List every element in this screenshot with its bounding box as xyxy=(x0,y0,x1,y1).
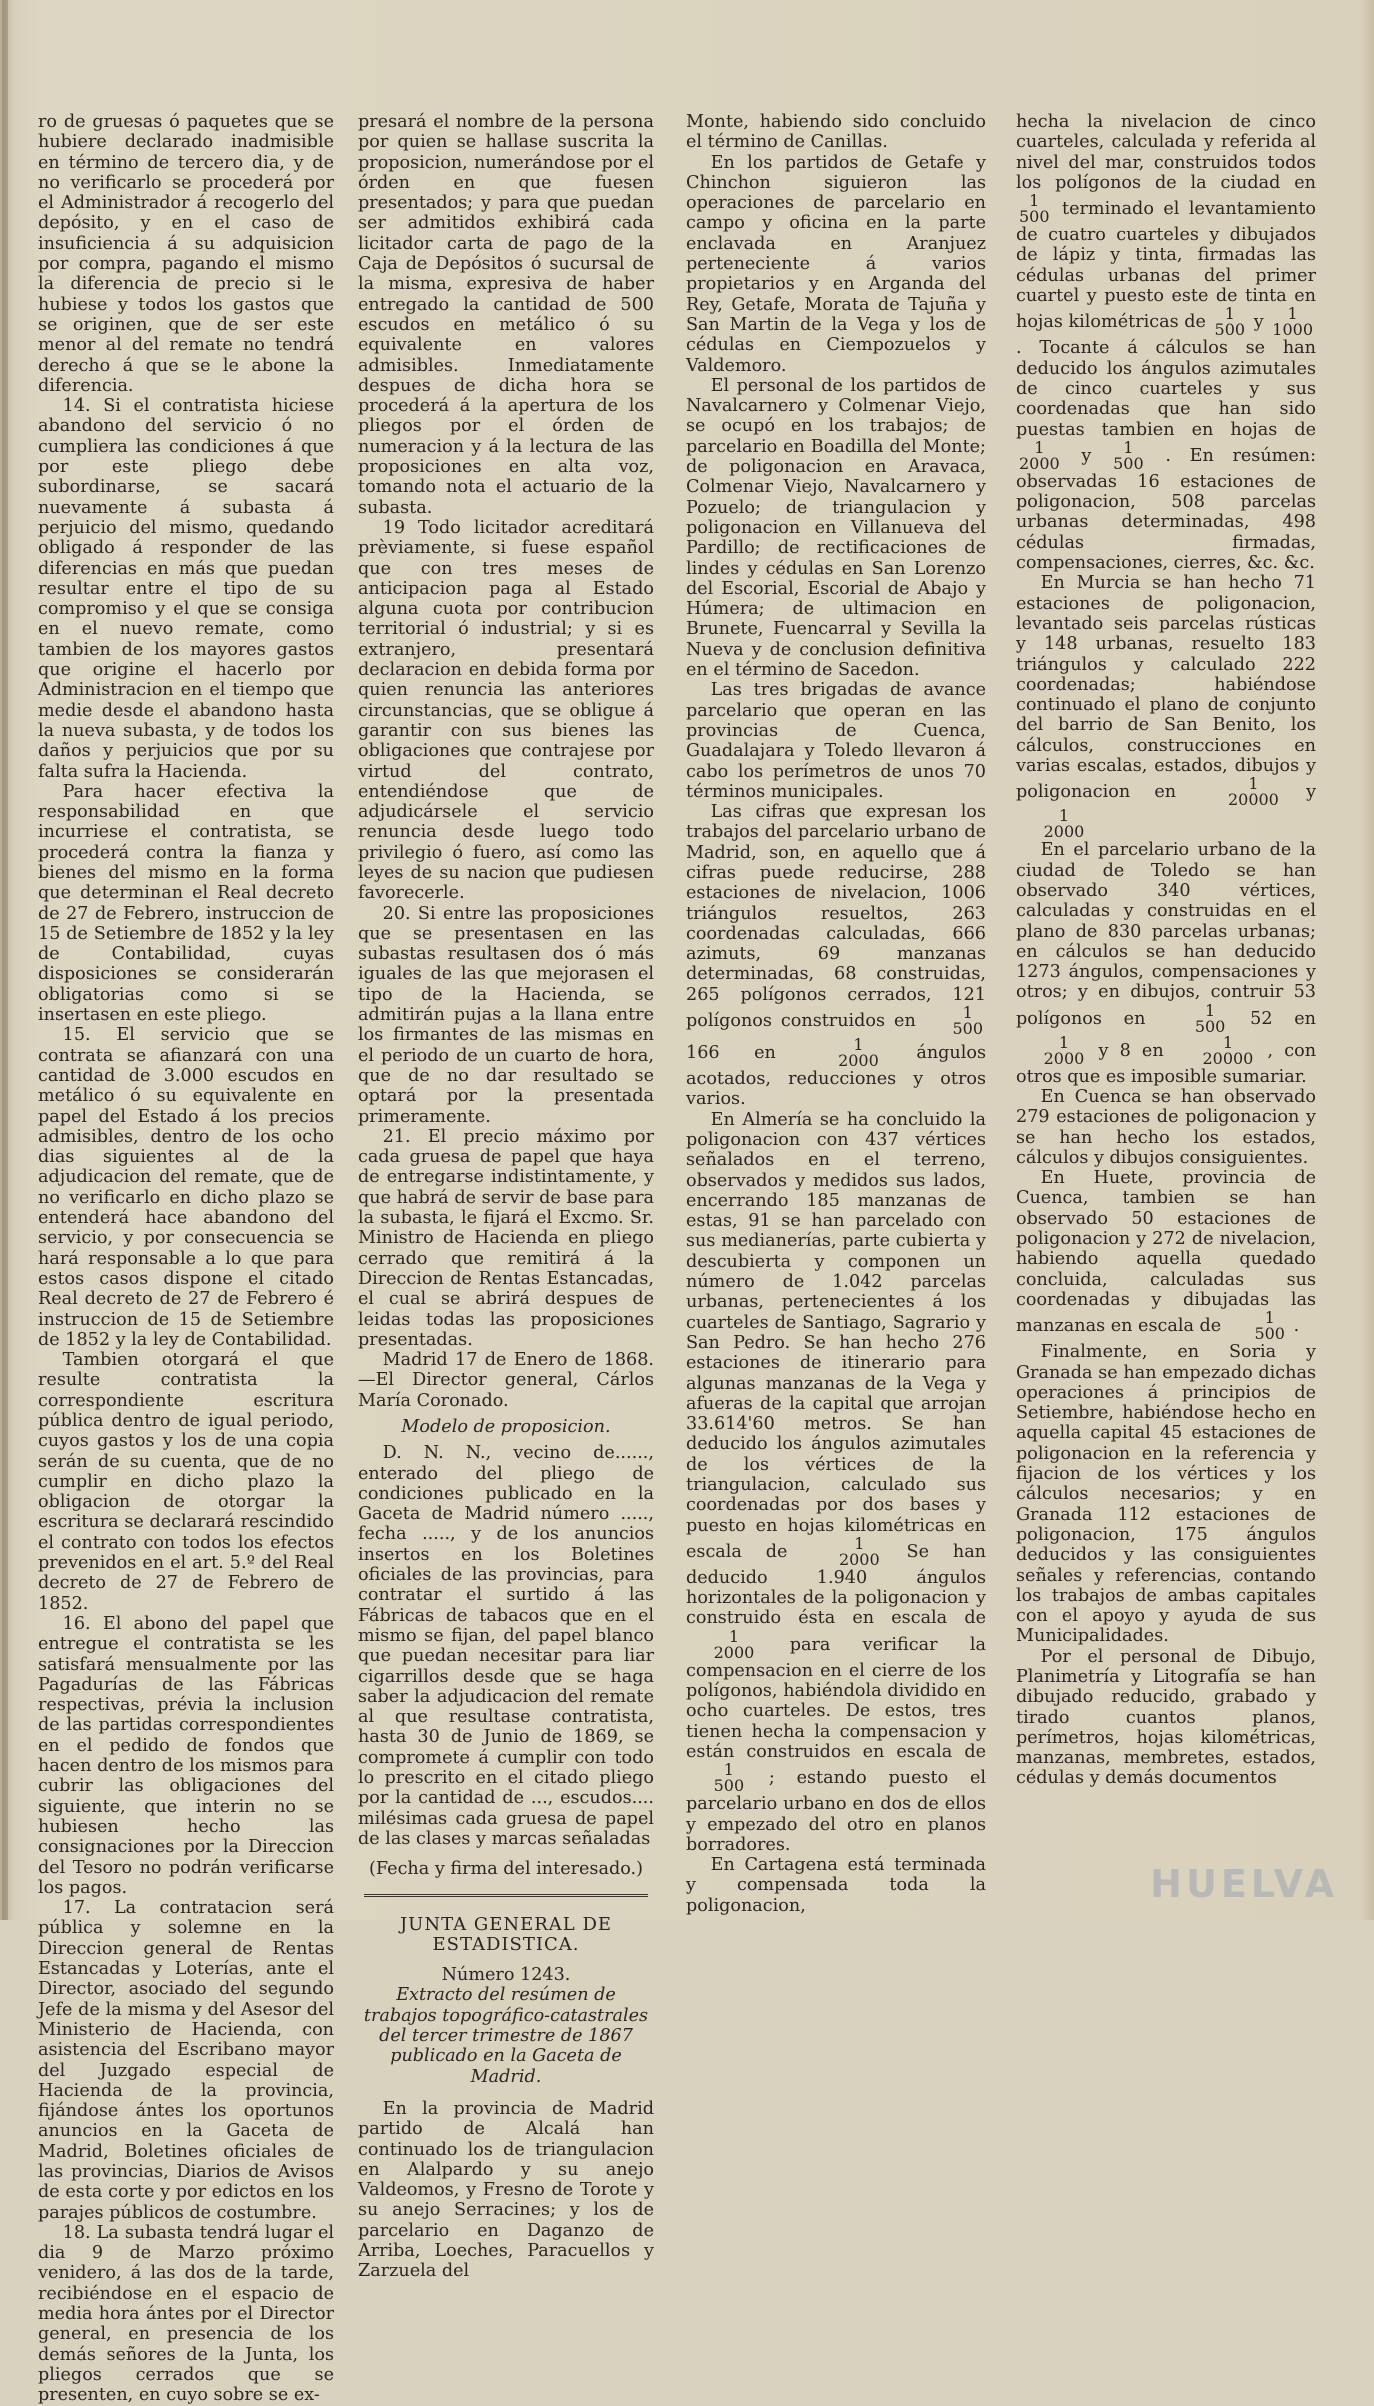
paragraph xyxy=(686,802,986,1110)
fraction: 1 500 xyxy=(1194,1000,1226,1036)
text-run: 166 en xyxy=(686,1043,776,1064)
signature-paragraph: Madrid 17 de Enero de 1868.—El Director general, Cárlos María Coronado. xyxy=(358,1350,654,1411)
text-run: , con otros que es imposible sumariar. xyxy=(1016,1040,1317,1087)
fraction: 1 500 xyxy=(1113,437,1144,473)
paragraph: Las tres brigadas de avance parcelario que operan en las provincias de Cuenca, Guadalajara y Toledo llevaron á cabo los perímetros de unos 70 términos municipales. xyxy=(686,680,986,802)
paragraph xyxy=(1016,112,1316,573)
paragraph: En Cuenca se han observado 279 estaciones de poligonacion y se han hecho los estados, cálculos y dibujos consiguientes. xyxy=(1016,1086,1316,1168)
paragraph: Finalmente, en Soria y Granada se han empezado dichas operaciones á principios de Setiembre, habiéndose hecho en aquella capital 45 estaciones de poligonacion en la referencia y fijacion de los vértices y los cálculos necesarios; y en Granada 112 estaciones de poligonacion, 175 ángulos deducidos y las consiguientes señales y referencias, contando los trabajos de ambas capitales con el apoyo y ayuda de sus Municipalidades. xyxy=(1016,1342,1316,1647)
paragraph: El personal de los partidos de Navalcarnero y Colmenar Viejo, se ocupó en los trabajos; de parcelario en Boadilla del Monte; de poligonacion en Aravaca, Colmenar Viejo, Navalcarnero y Pozuelo; de triangulacion y poligonacion en Villanueva del Pardillo; de rectificaciones de lindes y cédulas en San Lorenzo del Escorial, Escorial de Abajo y Húmera; de ultimacion en Brunete, Fuencarral y Sevilla la Nueva y de conclusion definitiva en el término de Sacedon. xyxy=(686,375,986,681)
fraction: 1 500 xyxy=(1019,191,1050,227)
text-run: . En resúmen: observadas 16 estaciones de poligonacion, 508 parcelas urbanas determinadas, 498 cédulas firmadas, compensaciones, cierres, &c. &c. xyxy=(1016,445,1317,574)
text-run: y xyxy=(1081,445,1092,466)
paragraph: presará el nombre de la persona por quien se hallase suscrita la proposicion, numerándose por el órden en que fuesen presentados; y para que puedan ser admitidos exhibirá cada licitador carta de pago de la Caja de Depósitos ó sucursal de la misma, expresiva de haber entregado la cantidad de 500 escudos en metálico ó su equivalente en valores admisibles. Inmediatamente despues de dicha hora se procederá á la apertura de los pliegos por el órden de numeracion y á la lectura de las proposiciones en alta voz, tomando nota el actuario de la subasta. xyxy=(358,112,654,518)
text-run: 52 en xyxy=(1250,1008,1317,1029)
paragraph: Por el personal de Dibujo, Planimetría y Litografía se han dibujado reducido, grabado y tirado cuantos planos, perímetros, hojas kilométricas, manzanas, membretes, estados, cédulas y demás documentos xyxy=(1016,1646,1316,1789)
text-run: En Murcia se han hecho 71 estaciones de poligonacion, levantado seis parcelas rústicas y 148 urbanas, resuelto 183 triángulos y calculado 222 coordenadas; habiéndose continuado el plano de conjunto del barrio de San Benito, los cálculos, construcciones en varias escalas, estados, dibujos y poligonacion en xyxy=(1016,573,1316,803)
paragraph: En la provincia de Madrid partido de Alcalá han continuado los de triangulacion en Alalpardo y su anejo Valdeomos, y Fresno de Torote y su anejo Serracines; y los de parcelario en Daganzo de Arriba, Loeches, Paracuellos y Zarzuela del xyxy=(358,2098,654,2282)
fraction: 1 2000 xyxy=(1043,1032,1085,1068)
paragraph: En los partidos de Getafe y Chinchon siguieron las operaciones de parcelario en campo y oficina en la parte enclavada en Aranjuez perteneciente á varios propietarios y en Arganda del Rey, Getafe, Morata de Tajuña y San Martin de la Vega y los de cédulas en Ciempozuelos y Valdemoro. xyxy=(686,152,986,376)
paragraph xyxy=(1016,1168,1316,1342)
paragraph xyxy=(1016,840,1316,1087)
text-run: . Tocante á cálculos se han deducido los ángulos azimutales de cinco cuarteles y sus coordenadas que han sido puestas tambien en hojas de xyxy=(1016,338,1316,440)
text-run: y xyxy=(1306,782,1317,803)
fraction: 1 2000 xyxy=(1043,806,1085,842)
number-heading: Número 1243. xyxy=(441,1965,571,1986)
text-run: hecha la nivelacion de cinco cuarteles, calculada y referida al nivel del mar, construidos todos los polígonos de la ciudad en xyxy=(1016,112,1316,193)
paragraph xyxy=(1016,573,1316,840)
extract-subtitle: Extracto del resúmen de trabajos topográfico-catastrales del tercer trimestre de 1867 publicado en la Gaceta de Madrid. xyxy=(363,1985,649,2087)
column-1 xyxy=(38,112,334,2406)
library-watermark: HUELVA xyxy=(1150,1862,1338,1906)
paragraph: 20. Si entre las proposiciones que se presentasen en las subastas resultasen dos ó más iguales de las que mejorasen el tipo de la Hacienda, se admitirán pujas a la llana entre los firmantes de las mismas en el periodo de un cuarto de hora, que de no dar resultado se optará por la presentada primeramente. xyxy=(358,903,654,1127)
fraction: 1 500 xyxy=(713,1760,745,1796)
paragraph: 15. El servicio que se contrata se afianzará con una cantidad de 3.000 escudos en metálico ó su equivalente en papel del Estado á los precios admisibles, dentro de los ocho dias siguientes al de la adjudicacion del remate, que de no verificarlo en dicho plazo se entenderá hace abandono del servicio, y por consecuencia se hará responsable a lo que para estos casos dispone el citado Real decreto de 27 de Febrero é instruccion de 15 de Setiembre de 1852 y la ley de Contabilidad. xyxy=(38,1025,334,1350)
fraction: 1 20000 xyxy=(1227,774,1279,810)
text-run: En Huete, provincia de Cuenca, tambien se han observado 50 estaciones de poligonacion y 272 de nivelacion, habiendo aquella quedado concluida, calculadas sus coordenadas y dibujadas las manzanas en escala de xyxy=(1016,1168,1316,1337)
text-run: Las cifras que expresan los trabajos del parcelario urbano de Madrid, son, en aquello que á cifras puede reducirse, 288 estaciones de nivelacion, 1006 triángulos resueltos, 263 coordenadas calculadas, 666 azimuts, 69 manzanas determinadas, 68 construidas, 265 polígonos cerrados, 121 polígonos construidos en xyxy=(686,802,986,1032)
text-run: y 8 en xyxy=(1098,1040,1164,1061)
column-3 xyxy=(686,112,986,1916)
text-run: Se han deducido 1.940 ángulos horizontales de la poligonacion y construido ésta en escala de xyxy=(686,1541,987,1629)
paragraph: En Cartagena está terminada y compensada toda la poligonacion, xyxy=(686,1855,986,1916)
fraction: 1 2000 xyxy=(838,1533,880,1569)
fraction: 1 2000 xyxy=(1019,437,1060,473)
paragraph: Monte, habiendo sido concluido el término de Canillas. xyxy=(686,112,986,153)
paragraph: 18. La subasta tendrá lugar el dia 9 de Marzo próximo venidero, á las dos de la tarde, recibiéndose en el espacio de media hora ántes por el Director general, en presencia de los demás señores de la Junta, los pliegos cerrados que se presenten, en cuyo sobre se ex- xyxy=(38,2222,334,2406)
paragraph: D. N. N., vecino de......, enterado del pliego de condiciones publicado en la Gaceta de Madrid número ....., fecha ....., y de los anuncios insertos en los Boletines oficiales de las provincias, para contratar el surtido á las Fábricas de tabacos que en el mismo se fijan, del papel blanco que puedan necesitar para liar cigarrillos desde que se haga saber la adjudicacion del remate al que resultase contratista, hasta 30 de Junio de 1869, se compromete á cumplir con todo lo prescrito en el citado pliego por la cantidad de ..., escudos.... milésimas cada gruesa de papel de las clases y marcas señaladas xyxy=(358,1443,654,1849)
text-run: y xyxy=(1253,312,1264,333)
fraction: 1 2000 xyxy=(838,1035,879,1071)
paragraph: 21. El precio máximo por cada gruesa de papel que haya de entregarse indistintamente, y que habrá de servir de base para la subasta, le fijará el Excmo. Sr. Ministro de Hacienda en pliego cerrado que remitirá á la Direccion de Rentas Estancadas, el cual se abrirá despues de leidas todas las proposiciones presentadas. xyxy=(358,1126,654,1350)
section-heading: JUNTA GENERAL DE ESTADISTICA. xyxy=(399,1913,613,1955)
text-run: . xyxy=(1293,1316,1300,1337)
fraction: 1 2000 xyxy=(713,1626,755,1662)
page-crease xyxy=(2,0,8,1920)
fraction: 1 20000 xyxy=(1202,1032,1254,1068)
paragraph: ro de gruesas ó paquetes que se hubiere declarado inadmisible en término de tercero dia, y de no verificarlo se procederá por el Administrador á recogerlo del depósito, y en el caso de insuficiencia á su adquisicion por compra, pagando el mismo la diferencia de precio si le hubiese y todos los gastos que se originen, que de ser este menor al del remate no tendrá derecho á que se le abone la diferencia. xyxy=(38,112,334,396)
section-divider xyxy=(364,1894,648,1897)
text-run: terminado el levantamiento de cuatro cuarteles y dibujados de lápiz y tinta, firmadas las cédulas urbanas del primer cuartel y puesto este de tinta en hojas kilométricas de xyxy=(1016,199,1316,333)
paragraph: 14. Si el contratista hiciese abandono del servicio ó no cumpliera las condiciones á que por este pliego debe subordinarse, se sacará nuevamente á subasta á perjuicio del mismo, quedando obligado á responder de las diferencias en más que puedan resultar entre el tipo de su compromiso y el que se consiga en el nuevo remate, como tambien de los mayores gastos que origine el hacerlo por Administracion en el tiempo que medie desde el abandono hasta la nueva subasta, y de todos los daños y perjuicios que por su falta sufra la Hacienda. xyxy=(38,396,334,782)
column-2 xyxy=(358,112,654,2282)
fraction: 1 1000 xyxy=(1272,304,1313,340)
text-run: En Almería se ha concluido la poligonacion con 437 vértices señalados en el terreno, observados y medidos sus lados, encerrando 185 manzanas de estas, 91 se han parcelado con sus medianerías, parte cubierta y descubierta y componen un número de 1.042 parcelas urbanas, pertenecientes á los cuarteles de Santiago, Sagrario y San Pedro. Se han hecho 276 estaciones de itinerario para algunas manzanas de la Vega y afueras de la capital que arrojan 33.614'60 metros. Se han deducido los ángulos azimutales de los vértices de la triangulacion, calculado sus coordenadas por dos bases y puesto en hojas kilométricas en escala de xyxy=(686,1109,986,1562)
paragraph: 19 Todo licitador acreditará prèviamente, si fuese español que con tres meses de anticipacion paga al Estado alguna cuota por contribucion territorial ó industrial; y si es extranjero, presentará declaracion en debida forma por quien renuncia las anteriores circunstancias, que se obligue á garantir con sus bienes las obligaciones que contrajese por virtud del contrato, entendiéndose que de adjudicársele el servicio renuncia desde luego todo privilegio ó fuero, así como las leyes de su nacion que pudiesen favorecerle. xyxy=(358,517,654,904)
text-run: ; estando puesto el parcelario urbano en dos de ellos y empezado del otro en planos borradores. xyxy=(686,1768,986,1855)
paragraph: 17. La contratacion será pública y solemne en la Direccion general de Rentas Estancadas y Loterías, ante el Director, asociado del segundo Jefe de la misma y del Asesor del Ministerio de Hacienda, con asistencia del Escribano mayor del Juzgado especial de Hacienda de la provincia, fijándose ántes los oportunos anuncios en la Gaceta de Madrid, Boletines oficiales de las provincias, Diarios de Avisos de esta corte y por edictos en los parajes públicos de costumbre. xyxy=(38,1898,334,2223)
paragraph xyxy=(686,1110,986,1856)
paragraph: Para hacer efectiva la responsabilidad en que incurriese el contratista, se procederá contra la fianza y bienes del mismo en la forma que determinan el Real decreto de 27 de Febrero, instruccion de 15 de Setiembre de 1852 y la ley de Contabilidad, cuyas disposiciones se considerarán obligatorias como si se insertasen en este pliego. xyxy=(38,781,334,1026)
paragraph: 16. El abono del papel que entregue el contratista se les satisfará mensualmente por las Pagadurías de las Fábricas respectivas, prévia la inclusion de las partidas correspondientes en el pedido de fondos que hacen dentro de los mismos para cubrir las obligaciones del siguiente, que interin no se hubiesen hecho las consignaciones por la Direccion del Tesoro no podrán verificarse los pagos. xyxy=(38,1613,334,1898)
fraction: 1 500 xyxy=(1254,1308,1285,1344)
paragraph: Tambien otorgará el que resulte contratista la correspondiente escritura pública dentro de igual periodo, cuyos gastos y los de una copia serán de su cuenta, que de no cumplir en dicho plazo la obligacion de otorgar la escritura se declarará rescindido el contrato con todos los efectos prevenidos en el art. 5.º del Real decreto de 27 de Febrero de 1852. xyxy=(38,1350,334,1614)
text-run: En el parcelario urbano de la ciudad de Toledo se han observado 340 vértices, calculadas y construidas en el plano de 830 parcelas urbanas; en cálculos se han deducido 1273 ángulos, compensaciones y otros; y en dibujos, contruir 53 polígonos en xyxy=(1016,840,1316,1029)
fraction: 1 500 xyxy=(952,1003,983,1039)
text-run: para verificar la compensacion en el cierre de los polígonos, habiéndola dividido en ocho cuarteles. De estos, tres tienen hecha la compensacion y están construidos en escala de xyxy=(686,1634,986,1762)
signature-line: (Fecha y firma del interesado.) xyxy=(369,1859,643,1880)
text-run: ángulos acotados, reducciones y otros varios. xyxy=(686,1043,987,1110)
fraction: 1 500 xyxy=(1214,304,1246,340)
column-4 xyxy=(1016,112,1316,1789)
model-heading: Modelo de proposicion. xyxy=(401,1417,611,1437)
